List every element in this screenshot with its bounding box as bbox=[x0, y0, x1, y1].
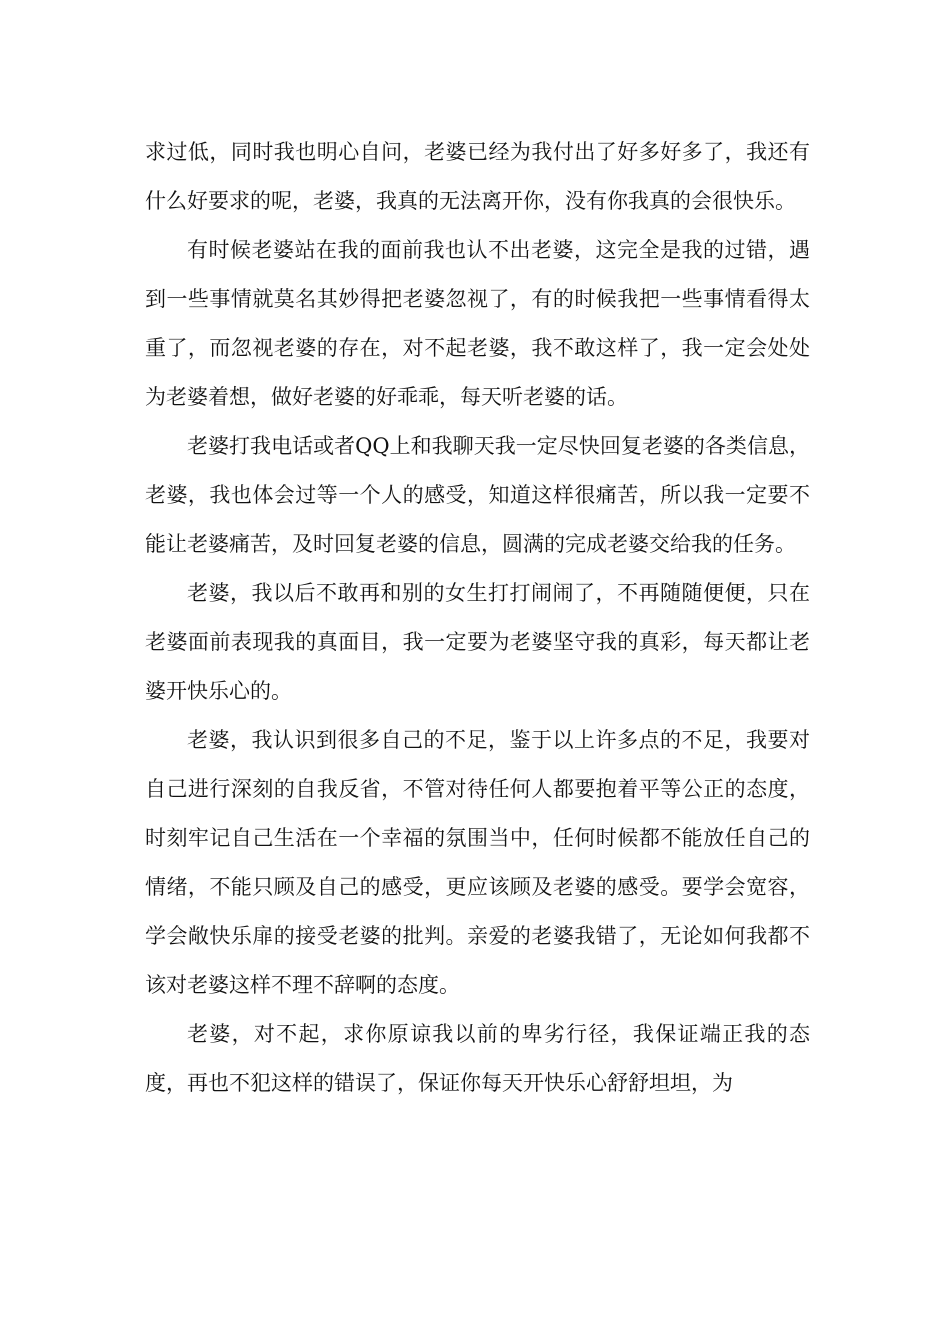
paragraph-2: 有时候老婆站在我的面前我也认不出老婆，这完全是我的过错，遇到一些事情就莫名其妙得把老婆忽视了，有的时候我把一些事情看得太重了，而忽视老婆的存在，对不起老婆，我不敢这样了，我一定会处处为老婆着想，做好老婆的好乖乖，每天听老婆的话。 bbox=[145, 238, 810, 409]
paragraph-6: 老婆，对不起，求你原谅我以前的卑劣行径，我保证端正我的态度，再也不犯这样的错误了，保证你每天开快乐心舒舒坦坦，为 bbox=[145, 1022, 810, 1095]
paragraph-5: 老婆，我认识到很多自己的不足，鉴于以上许多点的不足，我要对自己进行深刻的自我反省，不管对待任何人都要抱着平等公正的态度，时刻牢记自己生活在一个幸福的氛围当中，任何时候都不能放任自己的情绪，不能只顾及自己的感受，更应该顾及老婆的感受。要学会宽容，学会敞快乐扉的接受老婆的批判。亲爱的老婆我错了，无论如何我都不该对老婆这样不理不辞啊的态度。 bbox=[145, 728, 810, 997]
paragraph-3: 老婆打我电话或者QQ上和我聊天我一定尽快回复老婆的各类信息，老婆，我也体会过等一个人的感受，知道这样很痛苦，所以我一定要不能让老婆痛苦，及时回复老婆的信息，圆满的完成老婆交给我的任务。 bbox=[145, 434, 810, 556]
document-body bbox=[145, 128, 810, 1108]
paragraph-1: 求过低，同时我也明心自问，老婆已经为我付出了好多好多了，我还有什么好要求的呢，老婆，我真的无法离开你，没有你我真的会很快乐。 bbox=[145, 140, 810, 213]
paragraph-4: 老婆，我以后不敢再和别的女生打打闹闹了，不再随随便便，只在老婆面前表现我的真面目，我一定要为老婆坚守我的真彩，每天都让老婆开快乐心的。 bbox=[145, 581, 810, 703]
